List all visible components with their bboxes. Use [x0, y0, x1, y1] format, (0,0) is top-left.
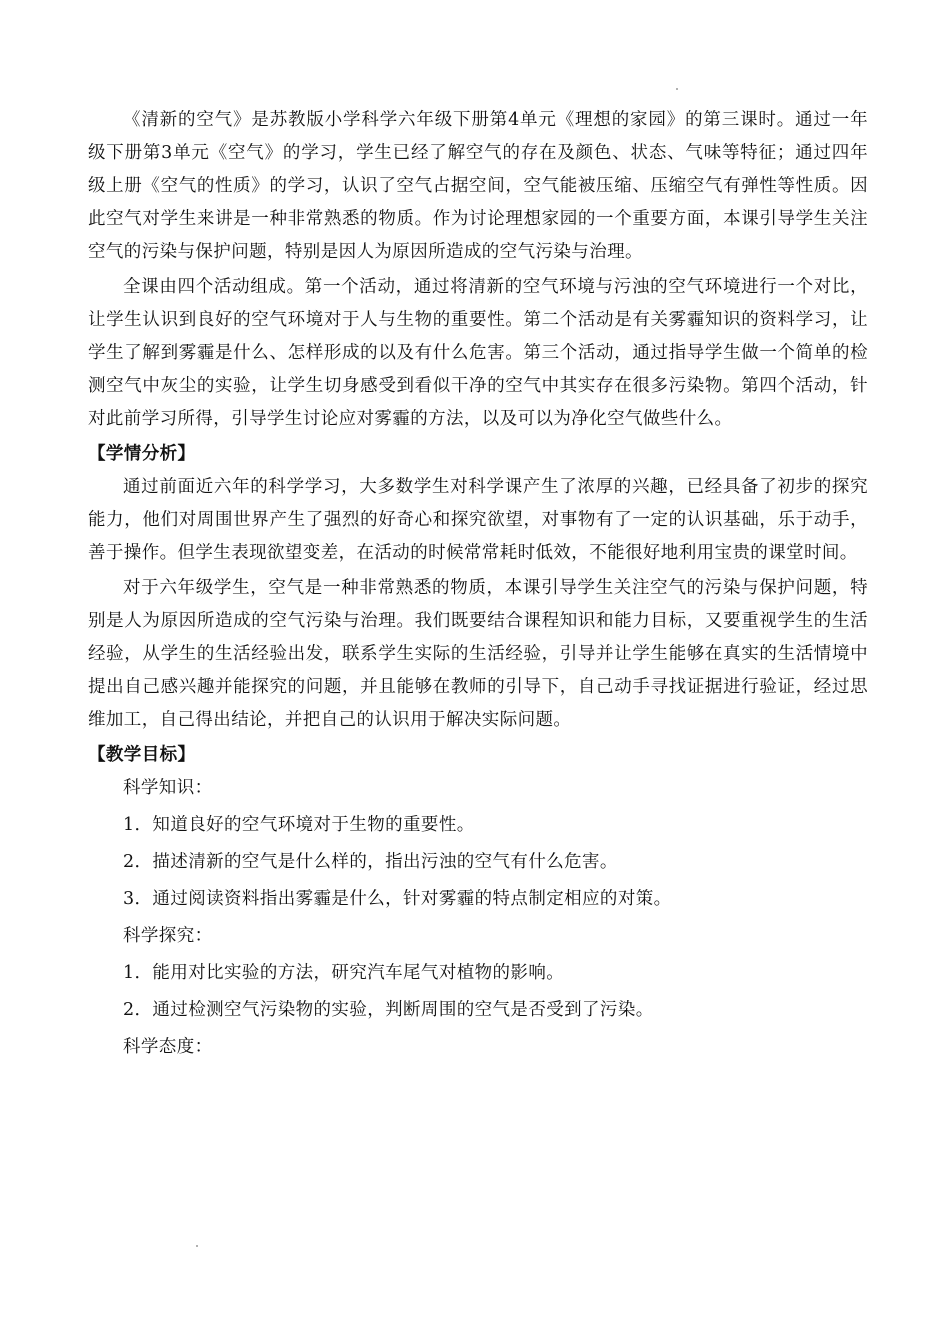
goals-knowledge-item-2: 2．描述清新的空气是什么样的，指出污浊的空气有什么危害。	[123, 852, 618, 872]
goals-inquiry-item-1: 1．能用对比实验的方法，研究汽车尾气对植物的影响。	[123, 963, 565, 983]
scan-speck	[676, 88, 678, 90]
analysis-paragraph-2: 对于六年级学生，空气是一种非常熟悉的物质，本课引导学生关注空气的污染与保护问题，特别是人为原因所造成的空气污染与治理。我们既要结合课程知识和能力目标，又要重视学生的生活经验，从学生的生活经验出发，联系学生实际的生活经验，引导并让学生能够在真实的生活情境中提出自己感兴趣并能探究的问题，并且能够在教师的引导下，自己动手寻找证据进行验证，经过思维加工，自己得出结论，并把自己的认识用于解决实际问题。	[88, 578, 868, 730]
intro-paragraph-1: 《清新的空气》是苏教版小学科学六年级下册第4单元《理想的家园》的第三课时。通过一年级下册第3单元《空气》的学习，学生已经了解空气的存在及颜色、状态、气味等特征；通过四年级上册《空气的性质》的学习，认识了空气占据空间，空气能被压缩、压缩空气有弹性等性质。因此空气对学生来讲是一种非常熟悉的物质。作为讨论理想家园的一个重要方面，本课引导学生关注空气的污染与保护问题，特别是因人为原因所造成的空气污染与治理。	[88, 110, 868, 262]
scan-speck	[196, 1245, 198, 1247]
intro-paragraph-2: 全课由四个活动组成。第一个活动，通过将清新的空气环境与污浊的空气环境进行一个对比，让学生认识到良好的空气环境对于人与生物的重要性。第二个活动是有关雾霾知识的资料学习，让学生了解到雾霾是什么、怎样形成的以及有什么危害。第三个活动，通过指导学生做一个简单的检测空气中灰尘的实验，让学生切身感受到看似干净的空气中其实存在很多污染物。第四个活动，针对此前学习所得，引导学生讨论应对雾霾的方法，以及可以为净化空气做些什么。	[88, 277, 868, 429]
goals-inquiry-item-2: 2．通过检测空气污染物的实验，判断周围的空气是否受到了污染。	[123, 1000, 654, 1020]
goals-knowledge-item-1: 1．知道良好的空气环境对于生物的重要性。	[123, 815, 475, 835]
analysis-paragraph-1: 通过前面近六年的科学学习，大多数学生对科学课产生了浓厚的兴趣，已经具备了初步的探究能力，他们对周围世界产生了强烈的好奇心和探究欲望，对事物有了一定的认识基础，乐于动手，善于操作。但学生表现欲望变差，在活动的时候常常耗时低效，不能很好地利用宝贵的课堂时间。	[88, 477, 868, 563]
section-heading-analysis: 【学情分析】	[88, 444, 196, 464]
section-heading-goals: 【教学目标】	[88, 745, 196, 765]
goals-attitude-label: 科学态度：	[123, 1037, 213, 1057]
goals-inquiry-label: 科学探究：	[123, 926, 213, 946]
goals-knowledge-label: 科学知识：	[123, 778, 213, 798]
document-body	[88, 104, 868, 1068]
goals-knowledge-item-3: 3．通过阅读资料指出雾霾是什么，针对雾霾的特点制定相应的对策。	[123, 889, 672, 909]
